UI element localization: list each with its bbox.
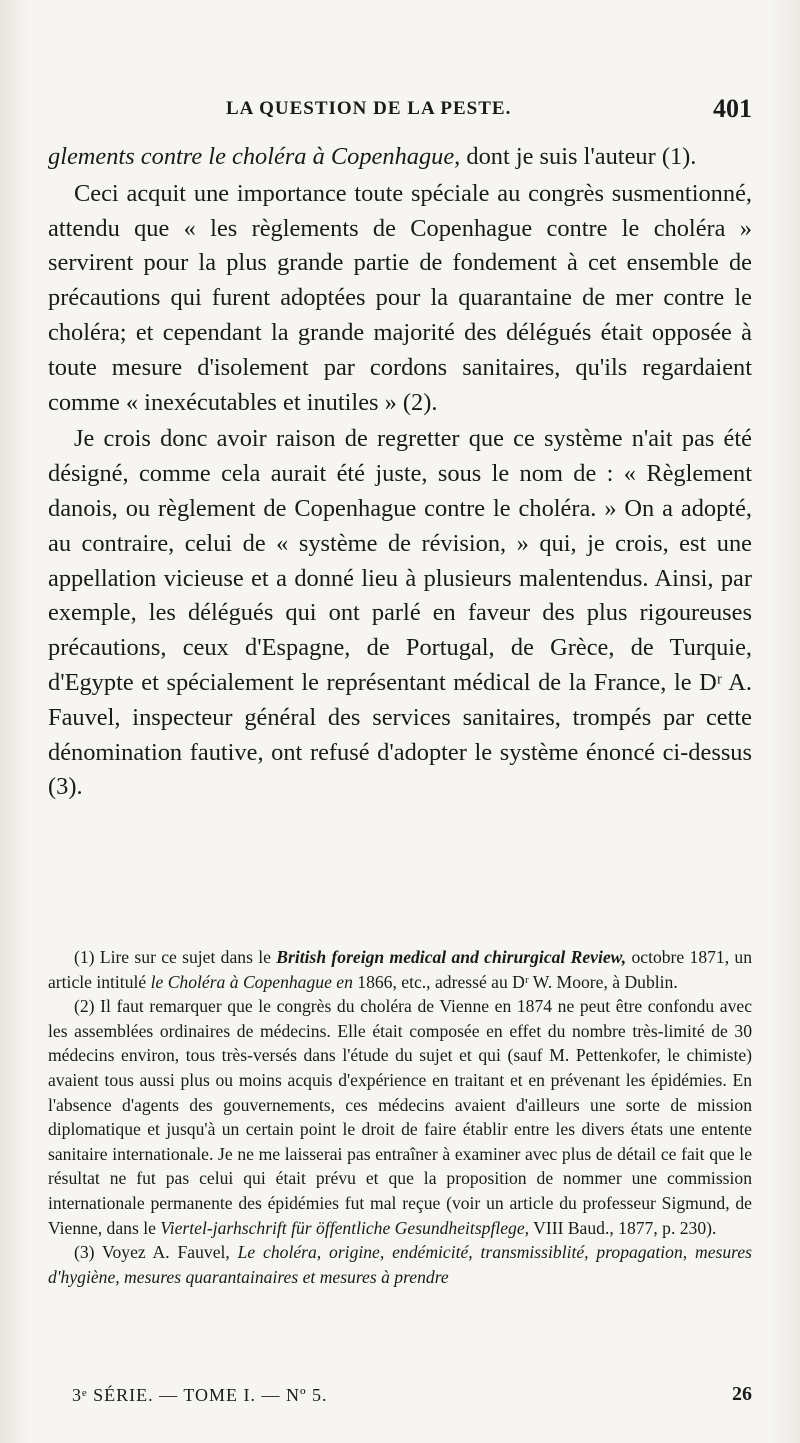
running-title: LA QUESTION DE LA PESTE.: [226, 98, 512, 119]
footnote-1-journal: British foreign medical and chirurgical Review,: [276, 947, 627, 967]
footnote-1: [48, 945, 752, 994]
paragraph-1-rest: dont je suis l'auteur (1).: [460, 143, 697, 170]
page-header: [48, 94, 752, 132]
footnote-1-text-c: 1866, etc., adressé au Dʳ W. Moore, à Dublin.: [352, 971, 678, 992]
footnote-2: [48, 994, 752, 1240]
series-number: 3ᵉ: [72, 1385, 88, 1405]
printer-signature-line: [72, 1385, 752, 1415]
paragraph-2: Ceci acquit une importance toute spéciale au congrès susmentionné, attendu que « les règlements de Copenhague contre le choléra » servirent pour la plus grande partie de fondement à cet ensemble de précautions qui furent adoptées pour la quarantaine de mer contre le choléra; et cependant la grande majorité des délégués était opposée à toute mesure d'isolement par cordons sanitaires, qu'ils regardaient comme « inexécutables et inutiles » (2).: [48, 179, 752, 416]
footnote-3-text-a: (3) Voyez A. Fauvel,: [74, 1242, 238, 1263]
footnote-1-text-b: octobre 1871, un article intitulé: [48, 947, 753, 992]
footnote-3: [48, 1240, 752, 1289]
footnote-3-title: Le choléra, origine, endémicité, transmissiblité, propagation, mesures d'hygiène, mesures quarantainaires et mesures à prendre: [48, 1242, 752, 1287]
footnote-2-journal: Viertel-jarhschrift für öffentliche Gesundheitspflege,: [160, 1217, 530, 1238]
tome-number: — TOME I. — Nº 5.: [159, 1385, 328, 1405]
sheet-number: 26: [732, 1383, 752, 1405]
page-number: 401: [713, 94, 752, 123]
series-word: SÉRIE.: [93, 1385, 154, 1405]
paragraph-3: Je crois donc avoir raison de regretter que ce système n'ait pas été désigné, comme cela aurait été juste, sous le nom de : « Règlement danois, ou règlement de Copenhague contre le choléra. » On a adopté, au contraire, celui de « système de révision, » qui, je crois, est une appellation vicieuse et a donné lieu à plusieurs malentendus. Ainsi, par exemple, les délégués qui ont parlé en faveur des plus rigoureuses précautions, ceux d'Espagne, de Portugal, de Grèce, de Turquie, d'Egypte et spécialement le représentant médical de la France, le Dʳ A. Fauvel, inspecteur général des services sanitaires, trompés par cette dénomination fautive, ont refusé d'adopter le système énoncé ci-dessus (3).: [48, 425, 752, 801]
footnote-1-title: le Choléra à Copenhague en: [150, 971, 353, 992]
footnote-2-text-a: (2) Il faut remarquer que le congrès du choléra de Vienne en 1874 ne peut être confondu avec les assemblées ordinaires de médecins. Elle était composée en effet du nombre très-limité de 30 médecins environ, tous très-versés dans l'étude du sujet et qui (sauf M. Pettenkofer, le chimiste) avaient tous aussi plus ou moins acquis d'expérience en traitant et en prévenant les épidémies. En l'absence d'agents des gouvernements, ces médecins avaient d'ailleurs une sorte de mission diplomatique et jusqu'à un certain point le droit de faire établir entre les divers états une entente sanitaire internationale. Je ne me laisserai pas entraîner à examiner avec plus de détail ce fait que le résultat ne fut pas celui qui était prévu et que la proposition de nommer une commission internationale permanente des épidémies fut mal reçue (voir un article du professeur Sigmund, de Vienne, dans le: [48, 996, 752, 1238]
footnotes: [48, 945, 752, 1289]
footnote-1-text-a: (1) Lire sur ce sujet dans le: [74, 947, 277, 967]
paragraph-continuation: [48, 140, 752, 175]
main-text: [48, 140, 752, 805]
series-signature: [72, 1385, 328, 1406]
italic-title-fragment: glements contre le choléra à Copenhague,: [48, 143, 461, 170]
footnote-2-text-b: VIII Baud., 1877, p. 230).: [529, 1217, 717, 1238]
